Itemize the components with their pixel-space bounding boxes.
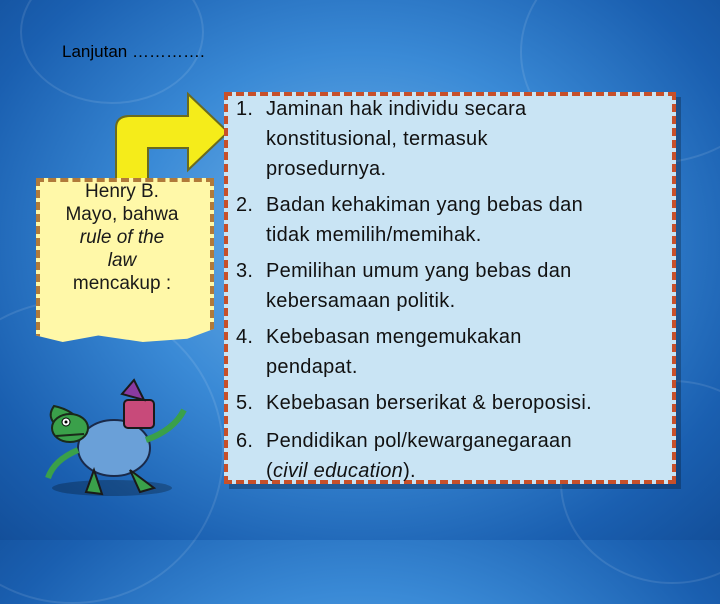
item-text: konstitusional, termasuk [266,128,488,150]
item-text: kebersamaan politik. [266,290,456,312]
note-line: law [107,250,137,271]
item-number: 3. [236,260,254,282]
item-number: 5. [236,392,254,414]
slide-title: Lanjutan …………. [62,42,205,61]
note-line: Henry B. [85,181,159,202]
curved-arrow-icon [112,88,232,188]
note-line: mencakup : [72,273,172,294]
item-text: Badan kehakiman yang bebas dan [266,194,584,216]
item-number: 4. [236,326,254,348]
item-number: 6. [236,430,254,452]
item-text: tidak memilih/memihak. [266,224,482,246]
item-text: Pemilihan umum yang bebas dan [266,260,572,282]
item-number: 2. [236,194,254,216]
cartoon-mascot-icon [34,370,194,500]
item-text: Kebebasan mengemukakan [266,326,522,348]
item-text: Pendidikan pol/kewarganegaraan [266,430,572,452]
item-text: pendapat. [266,356,358,378]
item-text: prosedurnya. [266,158,387,180]
list-item [236,256,676,316]
note-line: rule of the [79,227,165,248]
paren-open: ( [266,460,273,482]
item-number: 1. [236,98,254,120]
paren-close: ). [403,460,416,482]
list-item [236,322,676,382]
list-item [236,94,676,184]
item-text [236,456,676,486]
list-item [236,426,676,486]
italic-term: civil education [272,460,404,482]
list-item [236,190,676,250]
list-item [236,388,676,418]
note-text [40,180,204,295]
item-text: Kebebasan berserikat & beroposisi. [266,392,592,414]
note-line: Mayo, bahwa [65,204,179,225]
item-text: Jaminan hak individu secara [266,98,527,120]
